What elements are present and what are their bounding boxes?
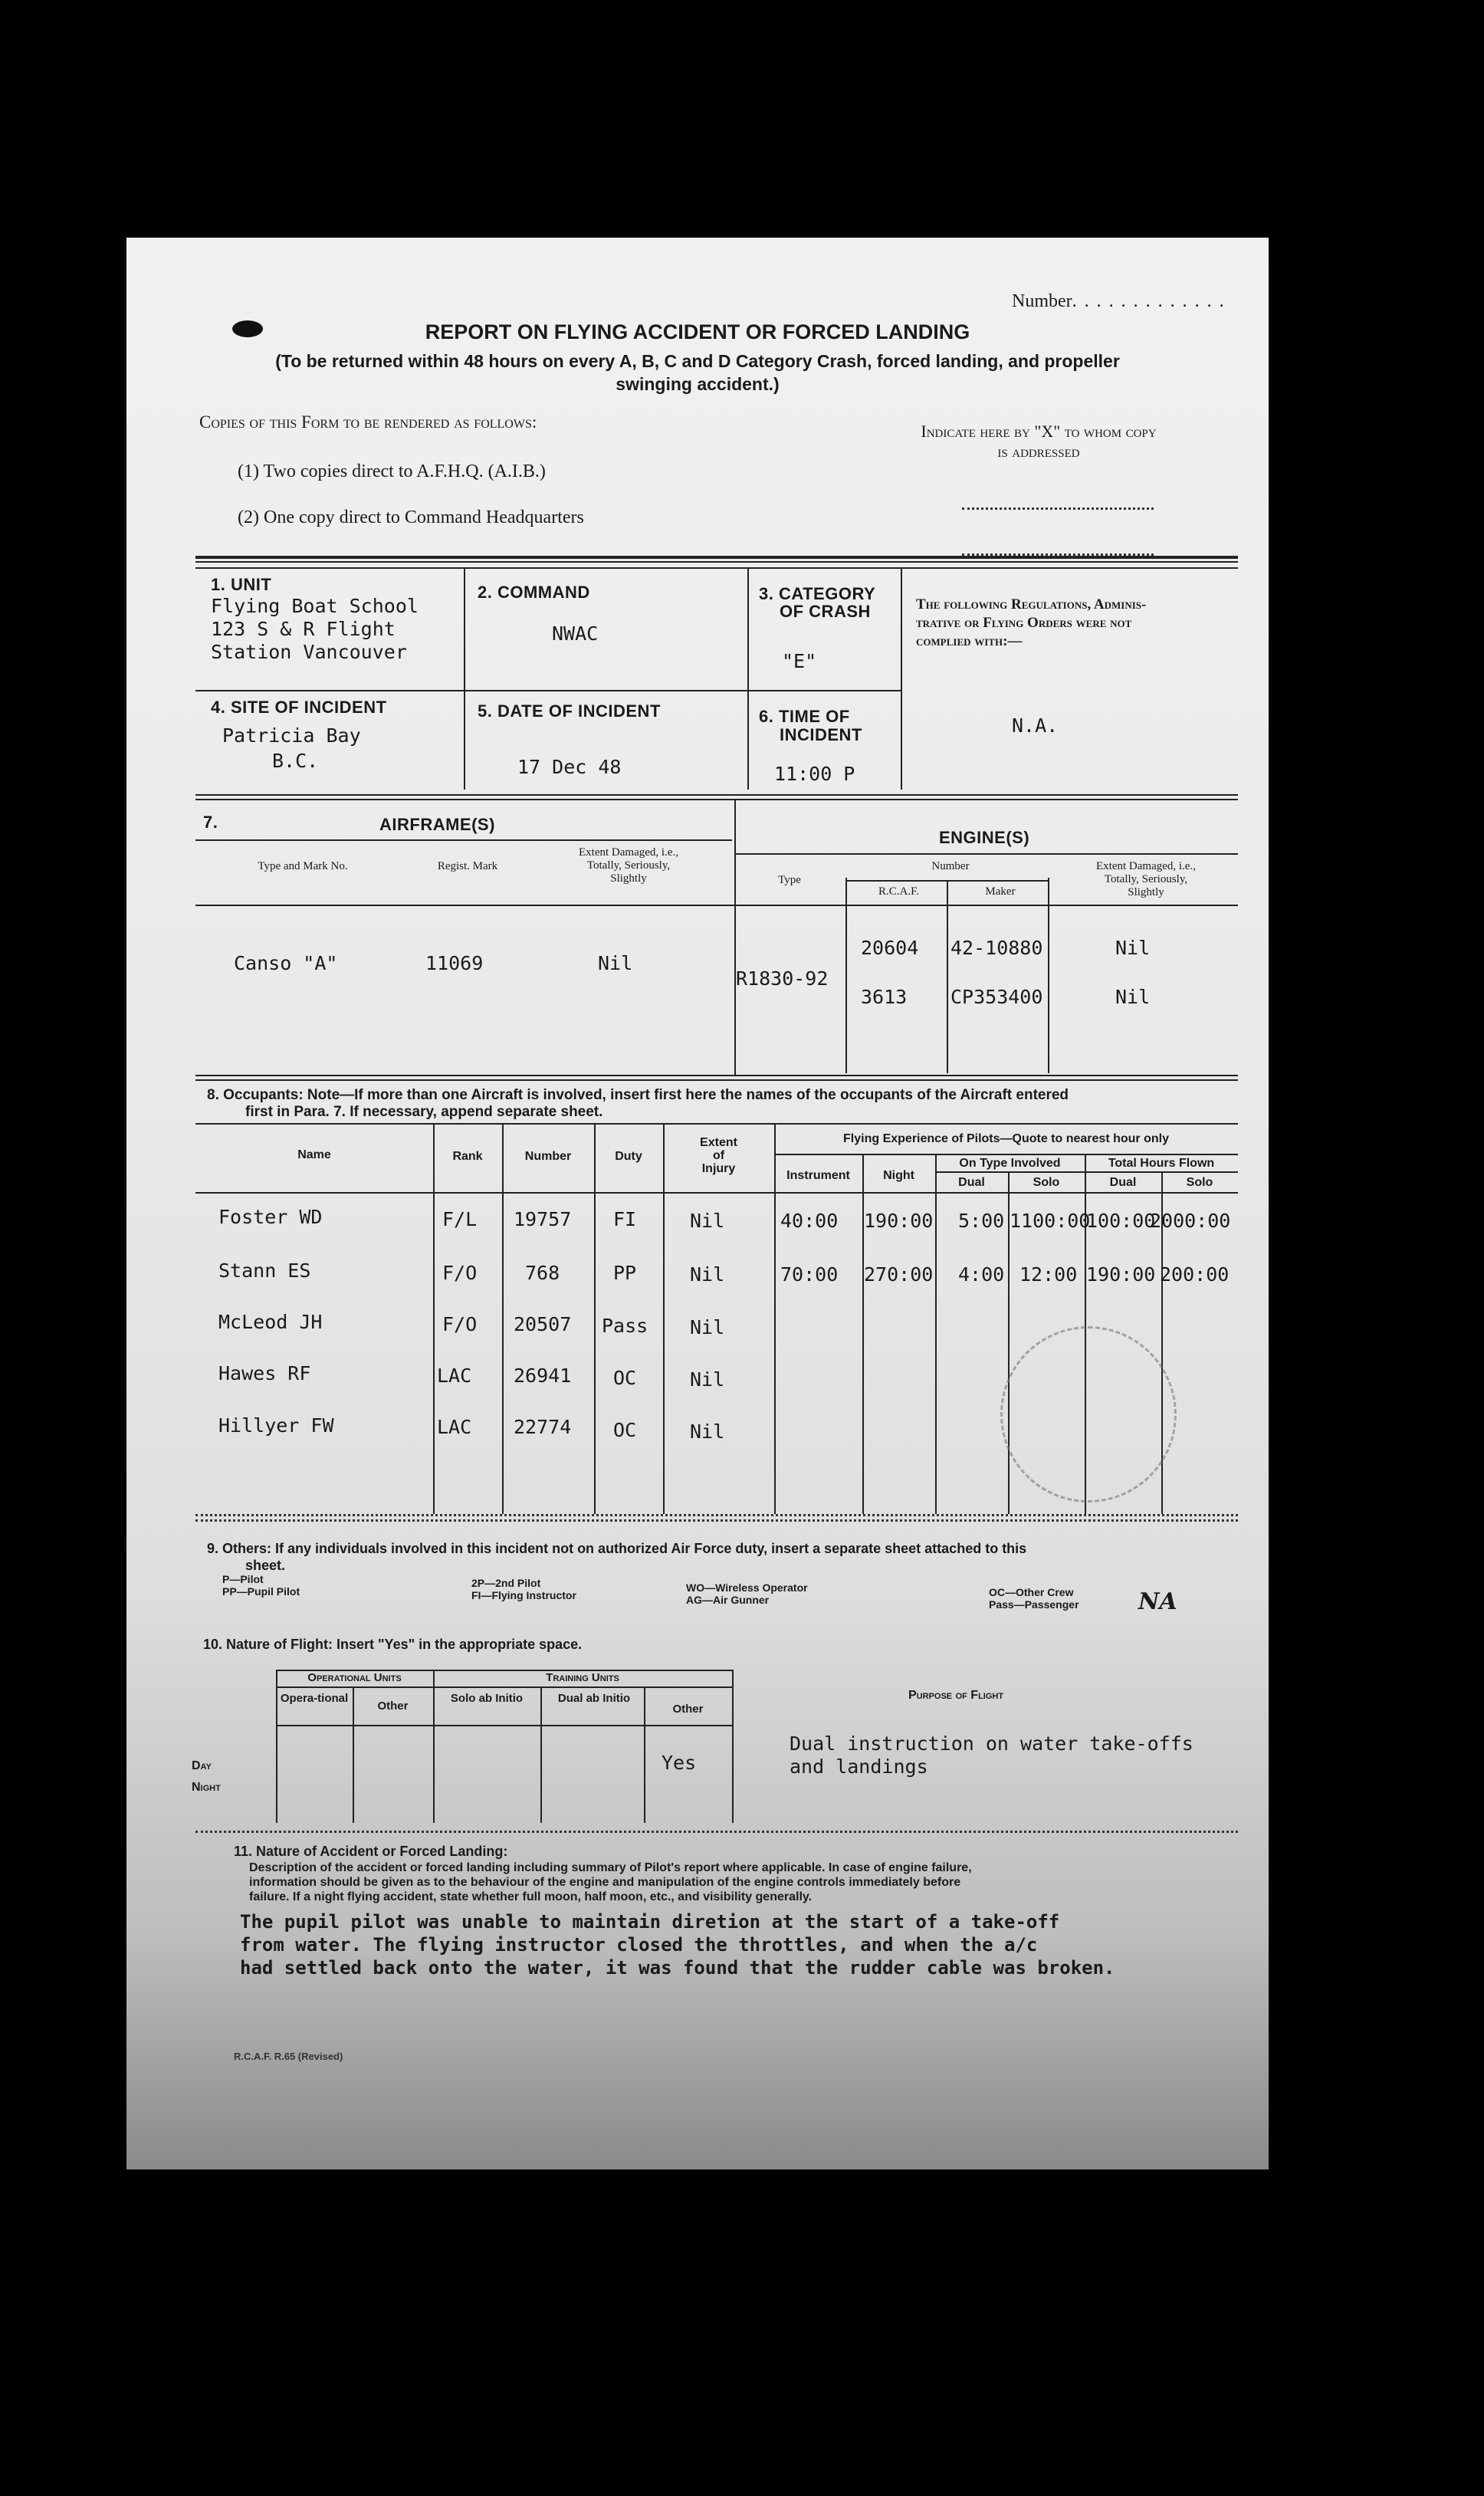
rule — [276, 1670, 277, 1823]
time-value: 11:00 P — [774, 763, 855, 785]
col-extent-2: Totally, Seriously, — [586, 859, 671, 872]
legend-wo: WO—Wireless Operator — [686, 1581, 808, 1594]
occupant-4-number: 26941 — [514, 1365, 572, 1387]
rule — [276, 1725, 732, 1726]
rule — [195, 1831, 1238, 1833]
date-label: 5. DATE OF INCIDENT — [478, 701, 661, 721]
section7-num: 7. — [203, 813, 218, 832]
accident-text-1: The pupil pilot was unable to maintain diretion at the start of a take-off — [240, 1911, 1060, 1933]
occupant-2-total-solo: 200:00 — [1160, 1263, 1230, 1286]
occ-col-extent-2: of — [712, 1149, 725, 1162]
rule — [195, 561, 1238, 563]
col-engine-type: Type — [778, 874, 801, 886]
site-label: 4. SITE OF INCIDENT — [211, 698, 387, 717]
occupant-2-injury: Nil — [690, 1263, 725, 1286]
col-extent-1: Extent Damaged, i.e., — [579, 846, 678, 859]
occupant-1-name: Foster WD — [218, 1206, 323, 1228]
operational-units: Operational Units — [307, 1671, 402, 1684]
regs-label-2: trative or Flying Orders were not — [916, 615, 1132, 631]
rule — [195, 1192, 1238, 1194]
occ-col-number: Number — [524, 1150, 572, 1163]
rule — [862, 1154, 864, 1514]
occupant-2-type-solo: 12:00 — [1019, 1263, 1078, 1286]
occ-col-instrument: Instrument — [786, 1169, 850, 1182]
occupant-2-type-dual: 4:00 — [958, 1263, 1005, 1286]
occ-col-type-solo: Solo — [1033, 1176, 1060, 1189]
rule — [774, 1154, 1238, 1155]
unit-value-1: Flying Boat School — [211, 595, 419, 617]
occupant-2-rank: F/O — [442, 1262, 478, 1284]
occupant-3-duty: Pass — [602, 1315, 648, 1337]
occupants-note-1: 8. Occupants: Note—If more than one Aircraft is involved, insert first here the names of the occupants of the Aircraft entered — [207, 1087, 1069, 1103]
occupants-note-2: first in Para. 7. If necessary, append separate sheet. — [245, 1104, 603, 1120]
occupant-1-total-dual: 100:00 — [1086, 1210, 1156, 1232]
command-value: NWAC — [552, 622, 599, 645]
col-maker: Maker — [985, 885, 1016, 898]
rule — [502, 1123, 504, 1514]
occupant-1-type-solo: 1100:00 — [1010, 1210, 1091, 1232]
purpose-value-1: Dual instruction on water take-offs — [790, 1732, 1193, 1755]
occupant-5-injury: Nil — [690, 1420, 725, 1443]
engine-2-extent: Nil — [1115, 986, 1151, 1008]
others-handwritten: NA — [1138, 1588, 1177, 1615]
occupant-2-instrument: 70:00 — [780, 1263, 839, 1286]
rule — [195, 1079, 1238, 1081]
engine-1-rcaf: 20604 — [861, 937, 919, 959]
indicate-line-1 — [962, 507, 1154, 510]
engine-2-maker: CP353400 — [950, 986, 1043, 1008]
rule — [276, 1686, 732, 1688]
indicate-label-2: is addressed — [997, 442, 1080, 461]
indicate-label-1: Indicate here by "X" to whom copy — [921, 422, 1157, 441]
rule — [195, 905, 1238, 906]
occupant-1-number: 19757 — [514, 1208, 572, 1230]
others-line-2: sheet. — [245, 1558, 286, 1573]
engine-title: ENGINE(S) — [939, 828, 1030, 847]
engine-type: R1830-92 — [736, 967, 829, 990]
regs-label-3: complied with:— — [916, 633, 1023, 649]
legend-p: P—Pilot — [222, 1573, 264, 1585]
occupant-4-duty: OC — [613, 1367, 637, 1389]
rule — [195, 567, 1238, 569]
airframe-extent: Nil — [598, 952, 633, 974]
col-type-mark: Type and Mark No. — [258, 860, 348, 872]
rule — [845, 878, 847, 1073]
col-dual-ab: Dual ab Initio — [557, 1692, 631, 1705]
occ-col-rank: Rank — [452, 1150, 483, 1163]
unit-value-2: 123 S & R Flight — [211, 618, 396, 640]
occ-col-extent-3: Injury — [701, 1162, 736, 1175]
occupant-1-duty: FI — [613, 1208, 637, 1230]
occ-col-extent-1: Extent — [700, 1136, 737, 1149]
occupant-5-duty: OC — [613, 1419, 637, 1441]
rule — [195, 839, 732, 841]
legend-oc: OC—Other Crew — [989, 1586, 1074, 1598]
occupant-1-instrument: 40:00 — [780, 1210, 839, 1232]
rule — [732, 1670, 734, 1823]
day-other-value: Yes — [662, 1752, 697, 1774]
rule — [540, 1686, 542, 1823]
legend-ag: AG—Air Gunner — [686, 1594, 770, 1606]
col-engine-extent-3: Slightly — [1128, 886, 1164, 898]
date-value: 17 Dec 48 — [517, 756, 622, 778]
rule — [195, 1519, 1238, 1522]
occupant-1-type-dual: 5:00 — [958, 1210, 1005, 1232]
row-day: Day — [192, 1759, 212, 1772]
time-label-2: INCIDENT — [780, 725, 862, 744]
nature-of-accident-label: 11. Nature of Accident or Forced Landing: — [234, 1844, 508, 1859]
occ-col-total: Total Hours Flown — [1108, 1157, 1215, 1170]
occupant-3-rank: F/O — [442, 1313, 478, 1335]
others-line-1: 9. Others: If any individuals involved in this incident not on authorized Air Force duty, insert a separate sheet attached to this — [207, 1541, 1027, 1556]
category-value: "E" — [782, 650, 817, 672]
rule — [195, 1075, 1238, 1076]
accident-text-2: from water. The flying instructor closed the throttles, and when the a/c — [240, 1934, 1038, 1956]
airframe-regist: 11069 — [425, 952, 484, 974]
occ-col-night: Night — [883, 1169, 914, 1182]
col-extent-3: Slightly — [610, 872, 647, 885]
occ-exp-header: Flying Experience of Pilots—Quote to nearest hour only — [843, 1132, 1169, 1145]
occ-col-total-dual: Dual — [1109, 1176, 1137, 1189]
col-operational: Opera-tional — [280, 1692, 349, 1705]
engine-2-rcaf: 3613 — [861, 986, 908, 1008]
legend-pp: PP—Pupil Pilot — [222, 1585, 300, 1598]
occupant-1-night: 190:00 — [864, 1210, 934, 1232]
occupant-4-name: Hawes RF — [218, 1362, 311, 1384]
occupant-3-injury: Nil — [690, 1316, 725, 1338]
col-other-2: Other — [672, 1703, 704, 1716]
occupant-1-injury: Nil — [690, 1210, 725, 1232]
row-night: Night — [192, 1781, 221, 1794]
accident-desc-1: Description of the accident or forced landing including summary of Pilot's report where applicable. In case of engine failure, — [249, 1861, 972, 1874]
time-label-1: 6. TIME OF — [759, 707, 850, 726]
rule — [195, 556, 1238, 559]
col-regist: Regist. Mark — [437, 860, 498, 872]
occupant-4-injury: Nil — [690, 1368, 725, 1391]
unit-label: 1. UNIT — [211, 575, 272, 594]
copies-label: Copies of this Form to be rendered as follows: — [199, 412, 537, 432]
rule — [747, 567, 749, 790]
col-engine-extent-1: Extent Damaged, i.e., — [1096, 860, 1196, 872]
form-number-1: R.C.A.F. R.65 (Revised) — [234, 2051, 343, 2062]
accident-desc-3: failure. If a night flying accident, state whether full moon, half moon, etc., and visibility generally. — [249, 1890, 813, 1903]
rule — [195, 1123, 1238, 1125]
rule — [594, 1123, 596, 1514]
rule — [935, 1171, 1238, 1173]
regs-label-1: The following Regulations, Adminis- — [916, 596, 1147, 613]
training-units: Training Units — [546, 1671, 619, 1684]
rule — [663, 1123, 665, 1514]
category-label-1: 3. CATEGORY — [759, 584, 876, 603]
occupant-3-number: 20507 — [514, 1313, 572, 1335]
occupant-5-rank: LAC — [437, 1416, 472, 1438]
occupant-2-total-dual: 190:00 — [1086, 1263, 1156, 1286]
legend-fi: FI—Flying Instructor — [471, 1589, 576, 1601]
occupant-5-number: 22774 — [514, 1416, 572, 1438]
col-solo-ab: Solo ab Initio — [450, 1692, 524, 1705]
rule — [195, 794, 1238, 796]
rule — [433, 1123, 435, 1514]
copy-1: (1) Two copies direct to A.F.H.Q. (A.I.B.) — [238, 461, 546, 481]
purpose-value-2: and landings — [790, 1755, 928, 1778]
rule — [195, 690, 901, 691]
form-subtitle-2: swinging accident.) — [616, 374, 780, 394]
unit-value-3: Station Vancouver — [211, 641, 407, 663]
col-engine-number: Number — [931, 860, 970, 872]
purpose-label: Purpose of Flight — [908, 1689, 1004, 1702]
rule — [1048, 878, 1049, 1073]
rule — [464, 567, 465, 790]
legend-2p: 2P—2nd Pilot — [471, 1577, 541, 1589]
engine-1-maker: 42-10880 — [950, 937, 1043, 959]
occupant-3-name: McLeod JH — [218, 1311, 323, 1333]
occupant-2-name: Stann ES — [218, 1259, 311, 1282]
rule — [901, 567, 902, 790]
nature-of-flight-label: 10. Nature of Flight: Insert "Yes" in the appropriate space. — [203, 1637, 583, 1652]
occupant-5-name: Hillyer FW — [218, 1414, 334, 1437]
copy-2: (2) One copy direct to Command Headquarters — [238, 507, 584, 527]
category-label-2: OF CRASH — [780, 602, 871, 621]
occ-col-type-dual: Dual — [958, 1176, 985, 1189]
occ-col-on-type: On Type Involved — [959, 1157, 1061, 1170]
occupant-4-rank: LAC — [437, 1365, 472, 1387]
site-value-1: Patricia Bay — [222, 724, 361, 747]
received-stamp — [1000, 1326, 1177, 1503]
rule — [195, 1514, 1238, 1516]
form-title: REPORT ON FLYING ACCIDENT OR FORCED LANDING — [425, 320, 970, 343]
engine-1-extent: Nil — [1115, 937, 1151, 959]
occ-col-total-solo: Solo — [1186, 1176, 1213, 1189]
regs-value: N.A. — [1012, 714, 1059, 737]
command-label: 2. COMMAND — [478, 583, 590, 602]
col-rcaf: R.C.A.F. — [878, 885, 919, 898]
site-value-2: B.C. — [272, 750, 319, 772]
accident-desc-2: information should be given as to the behaviour of the engine and manipulation of the engine controls immediately before — [249, 1876, 961, 1889]
col-engine-extent-2: Totally, Seriously, — [1104, 873, 1188, 885]
rule — [947, 880, 948, 1073]
occupant-2-duty: PP — [613, 1262, 637, 1284]
rule — [935, 1154, 937, 1514]
occupant-1-total-solo: 2000:00 — [1150, 1210, 1231, 1232]
airframe-type: Canso "A" — [234, 952, 338, 974]
accident-text-3: had settled back onto the water, it was found that the rudder cable was broken. — [240, 1957, 1115, 1979]
occupant-2-number: 768 — [525, 1262, 560, 1284]
rule — [195, 799, 1238, 800]
col-other: Other — [377, 1700, 409, 1713]
form-subtitle-1: (To be returned within 48 hours on every A, B, C and D Category Crash, forced landing, and propeller — [275, 351, 1120, 371]
occ-col-duty: Duty — [615, 1150, 642, 1163]
rule — [433, 1670, 435, 1823]
occupant-1-rank: F/L — [442, 1208, 478, 1230]
report-form-page — [126, 238, 1269, 2169]
occupant-2-night: 270:00 — [864, 1263, 934, 1286]
rule — [734, 799, 736, 1075]
rule — [734, 853, 1238, 855]
number-label: Number. . . . . . . . . . . . . — [1012, 291, 1226, 311]
airframe-title: AIRFRAME(S) — [379, 815, 495, 834]
occ-col-name: Name — [297, 1148, 331, 1161]
legend-pass: Pass—Passenger — [989, 1598, 1079, 1611]
